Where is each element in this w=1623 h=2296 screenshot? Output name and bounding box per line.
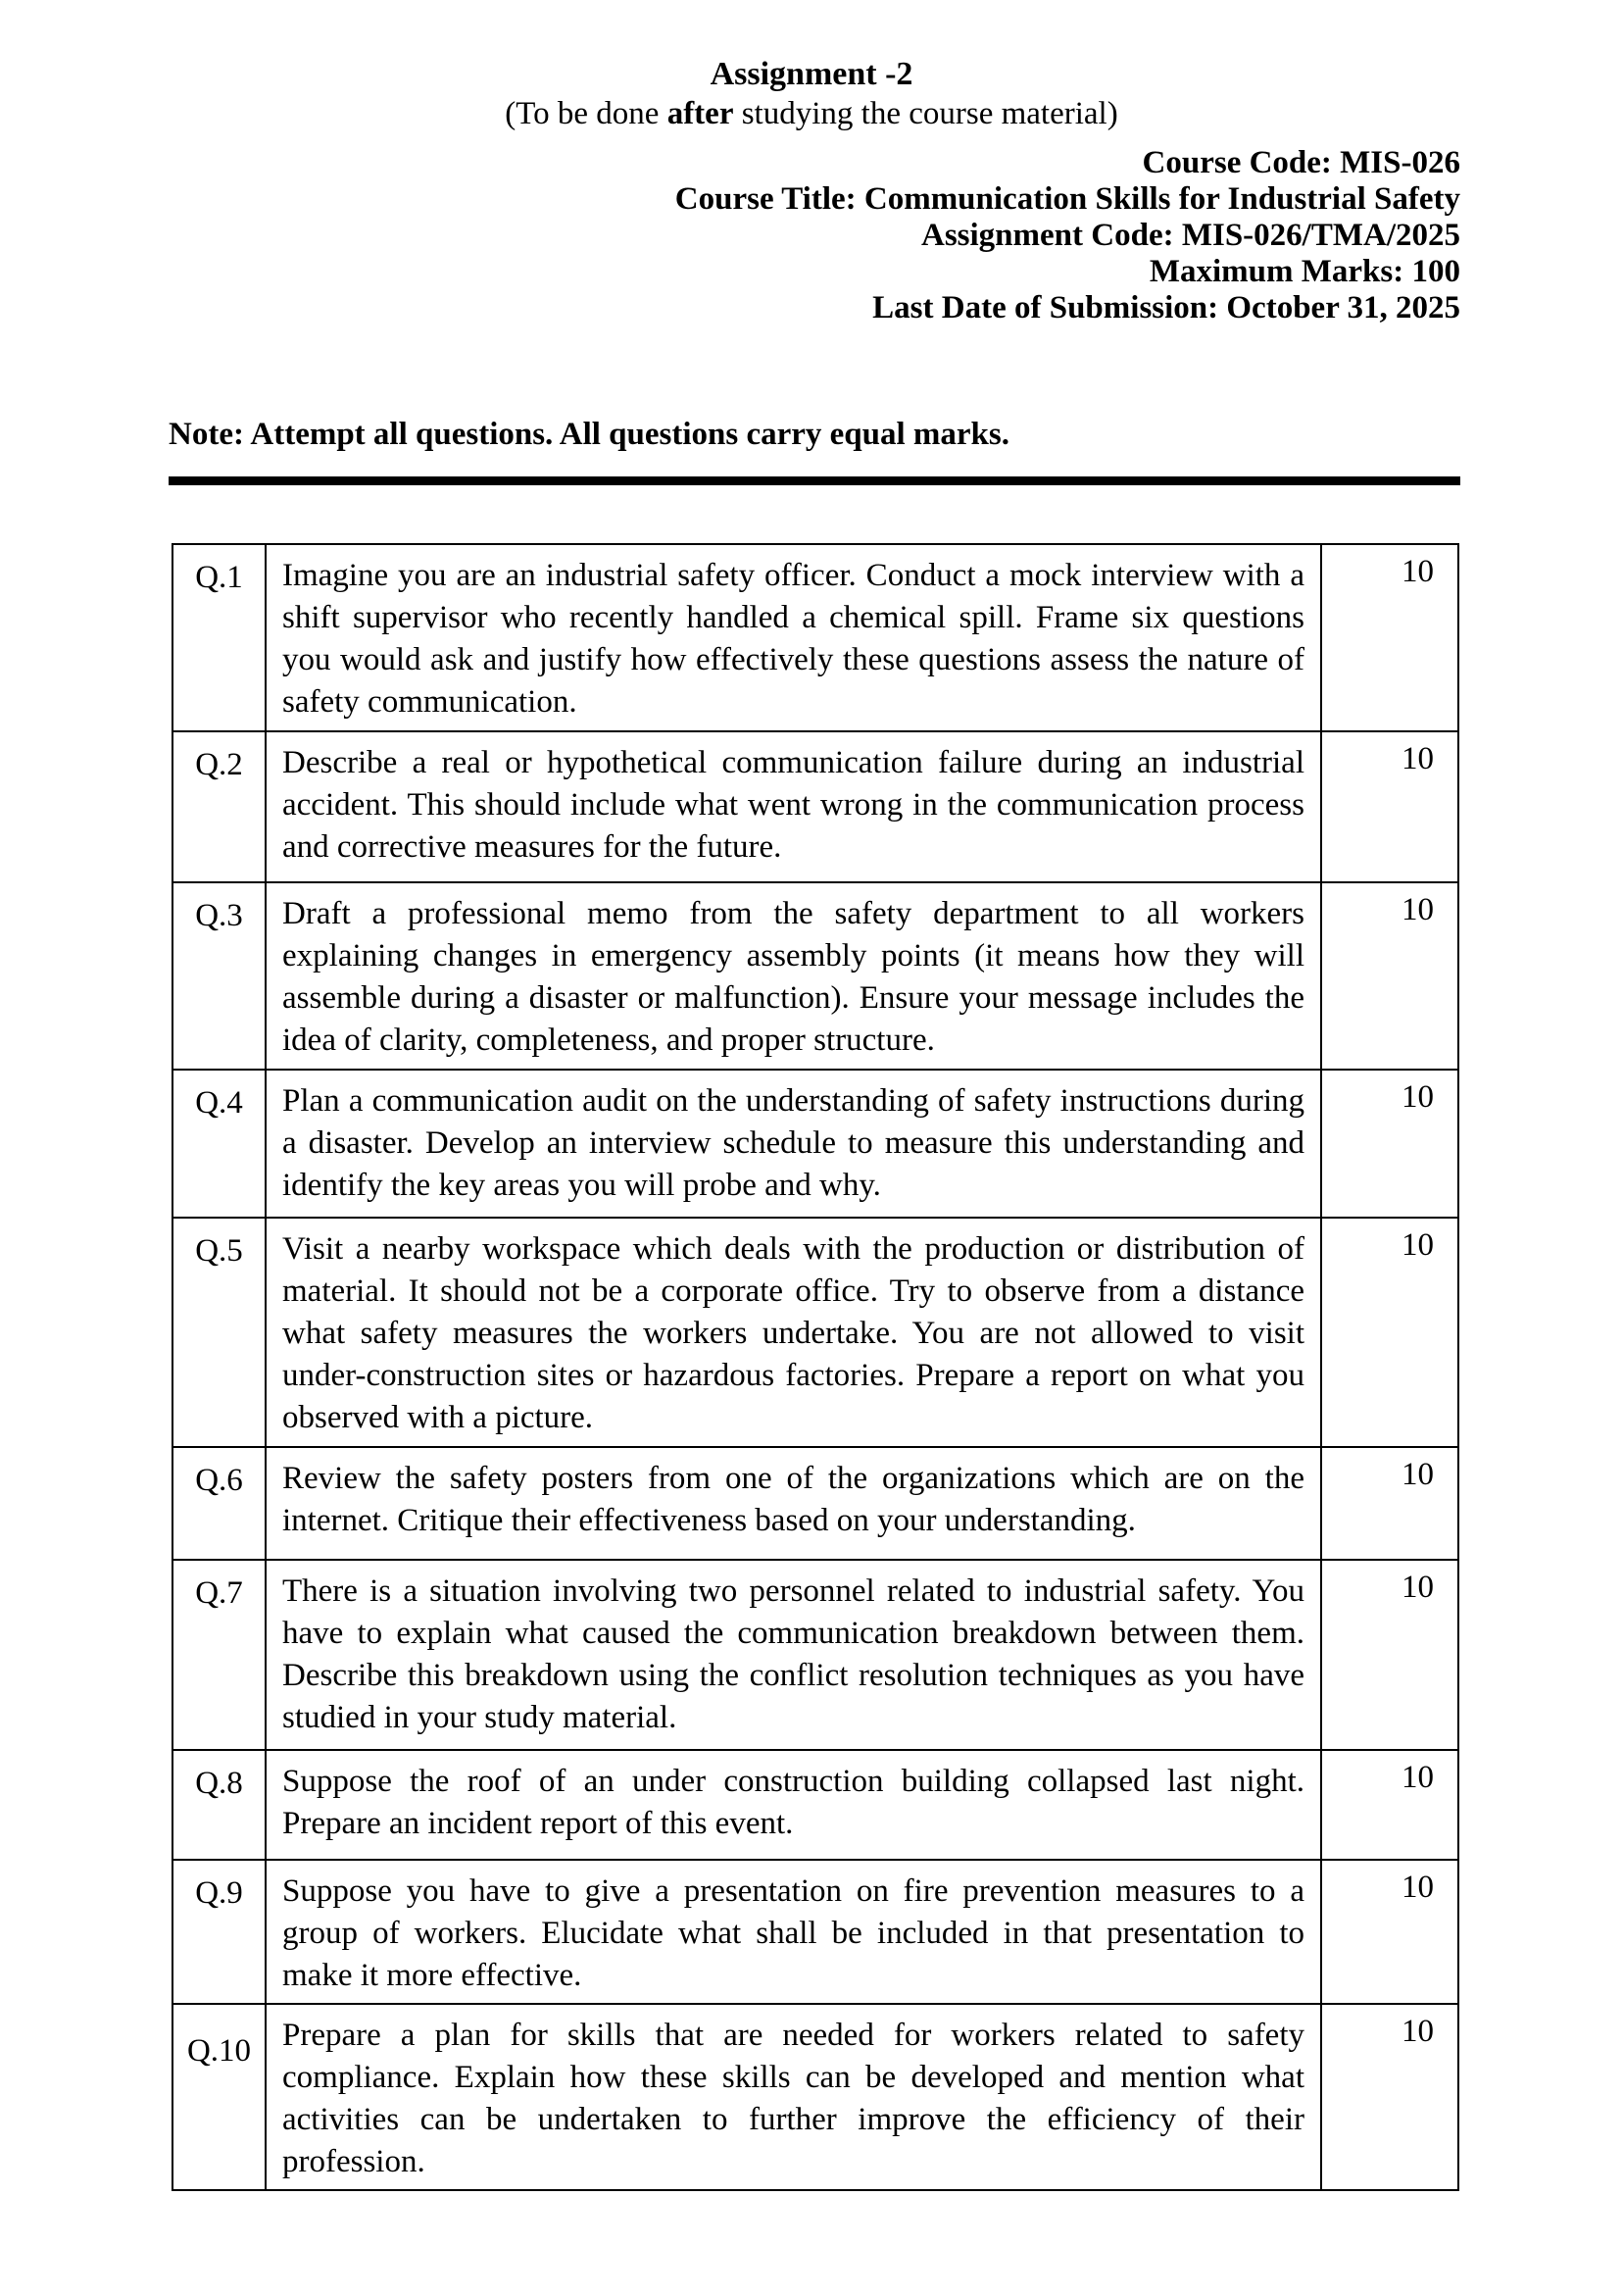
question-marks: 10	[1321, 1070, 1458, 1218]
question-marks: 10	[1321, 2004, 1458, 2190]
question-number: Q.10	[172, 2004, 266, 2190]
table-row	[172, 1860, 1458, 2004]
note-instruction: Note: Attempt all questions. All questions carry equal marks.	[169, 417, 1009, 452]
question-number: Q.5	[172, 1218, 266, 1447]
question-marks: 10	[1321, 1447, 1458, 1560]
course-meta-block	[0, 145, 1460, 326]
question-number: Q.3	[172, 882, 266, 1070]
maximum-marks-line: Maximum Marks: 100	[1149, 254, 1460, 289]
question-text: Describe a real or hypothetical communication failure during an industrial accident. This should include what went wrong in the communication process and corrective measures for the future.	[266, 731, 1321, 882]
question-text: Draft a professional memo from the safety department to all workers explaining changes in emergency assembly points (it means how they will assemble during a disaster or malfunction). Ensure your message includes the idea of clarity, completeness, and proper structure.	[266, 882, 1321, 1070]
table-row	[172, 1218, 1458, 1447]
table-row	[172, 1447, 1458, 1560]
table-row	[172, 1560, 1458, 1750]
question-number: Q.2	[172, 731, 266, 882]
question-marks: 10	[1321, 1218, 1458, 1447]
course-code-line: Course Code: MIS-026	[1142, 145, 1460, 180]
document-header	[0, 0, 1623, 326]
subtitle-prefix: (To be done	[505, 96, 667, 131]
question-marks: 10	[1321, 1860, 1458, 2004]
question-marks: 10	[1321, 1560, 1458, 1750]
question-marks: 10	[1321, 544, 1458, 731]
question-number: Q.7	[172, 1560, 266, 1750]
assignment-code-line: Assignment Code: MIS-026/TMA/2025	[921, 218, 1460, 253]
questions-table	[172, 543, 1459, 2191]
question-marks: 10	[1321, 731, 1458, 882]
subtitle-suffix: studying the course material)	[733, 96, 1118, 131]
course-title-line: Course Title: Communication Skills for Industrial Safety	[674, 181, 1460, 217]
question-text: Review the safety posters from one of the organizations which are on the internet. Critique their effectiveness based on your understanding.	[266, 1447, 1321, 1560]
question-text: There is a situation involving two personnel related to industrial safety. You have to explain what caused the communication breakdown between them. Describe this breakdown using the conflict resolution techniques as you have studied in your study material.	[266, 1560, 1321, 1750]
question-marks: 10	[1321, 882, 1458, 1070]
question-number: Q.9	[172, 1860, 266, 2004]
last-date-line: Last Date of Submission: October 31, 2025	[872, 290, 1460, 325]
table-row	[172, 544, 1458, 731]
table-row	[172, 882, 1458, 1070]
question-text: Suppose the roof of an under construction building collapsed last night. Prepare an incident report of this event.	[266, 1750, 1321, 1860]
assignment-subtitle	[0, 94, 1623, 133]
table-row	[172, 1750, 1458, 1860]
question-number: Q.8	[172, 1750, 266, 1860]
assignment-title: Assignment -2	[710, 56, 913, 92]
question-text: Plan a communication audit on the understanding of safety instructions during a disaster. Develop an interview schedule to measure this understanding and identify the key areas you will probe and why.	[266, 1070, 1321, 1218]
table-row	[172, 1070, 1458, 1218]
question-number: Q.1	[172, 544, 266, 731]
question-text: Visit a nearby workspace which deals with the production or distribution of material. It should not be a corporate office. Try to observe from a distance what safety measures the workers undertake. You are not allowed to visit under-construction sites or hazardous factories. Prepare a report on what you observed with a picture.	[266, 1218, 1321, 1447]
question-text: Suppose you have to give a presentation on fire prevention measures to a group of workers. Elucidate what shall be included in that presentation to make it more effective.	[266, 1860, 1321, 2004]
question-marks: 10	[1321, 1750, 1458, 1860]
question-text: Imagine you are an industrial safety officer. Conduct a mock interview with a shift supervisor who recently handled a chemical spill. Frame six questions you would ask and justify how effectively these questions assess the nature of safety communication.	[266, 544, 1321, 731]
question-number: Q.4	[172, 1070, 266, 1218]
table-row	[172, 2004, 1458, 2190]
question-text: Prepare a plan for skills that are needed for workers related to safety compliance. Explain how these skills can be developed and mention what activities can be undertaken to further improve the efficiency of their profession.	[266, 2004, 1321, 2190]
horizontal-rule	[169, 476, 1460, 485]
table-row	[172, 731, 1458, 882]
question-number: Q.6	[172, 1447, 266, 1560]
subtitle-bold-word: after	[666, 96, 734, 131]
